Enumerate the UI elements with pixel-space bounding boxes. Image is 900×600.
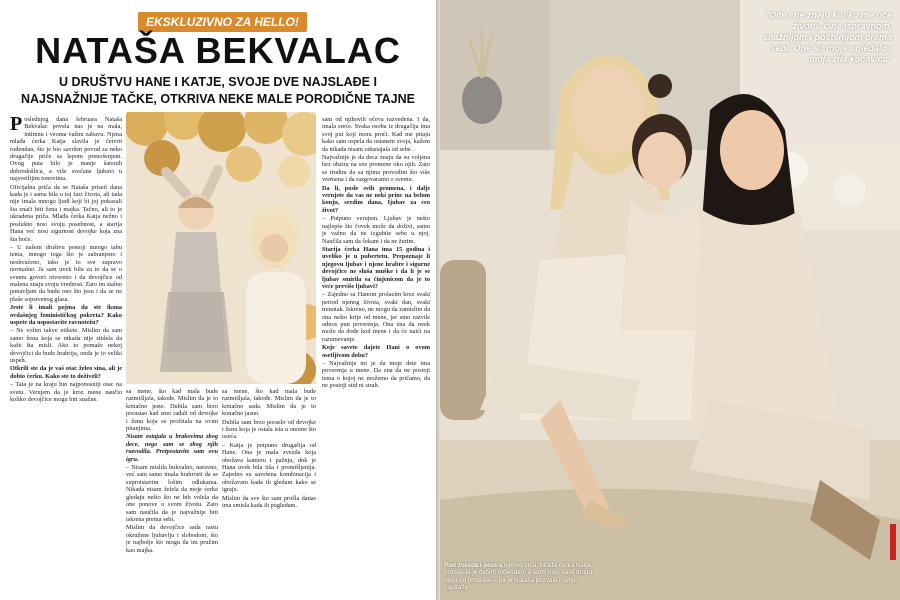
body-paragraph: Poslednjeg dana februara Nataša Bekvalac povela nas je na mala, intimnu i veoma važnu zabavu. Njena mlađa ćerka Katja slavila je četvrti rođendan, što je bio savršen povod za neko drugačije priče sa lepom prenošenjem. Ovog puta bilo je manje šarenih dobrodošlica, a više svečane ljubavi u najsvetlijim tonovima. [10,116,122,183]
body-paragraph: – U našem društvu postoji mnogo tabu tema, mnogo toga što je zabranjeno i neshvaćeno, iako je to sve zapravo normalno. Ja sam uvek bila za to da se o svemu govori otvoreno i da devojčice od malena znaju svoju vrednost. Zato im stalno ponavljam da budu ono što jesu i da se ne plaše sopstvenog glasa. [10,243,122,303]
article-photo-balloons [126,112,316,384]
body-paragraph: – Najvažnije mi je da moje dete ima poverenja u mene. Da zna da ne postoji tema o kojoj ne možemo da pričamo, da ne postoji stid ni strah. [322,360,430,390]
dropcap: P [10,116,23,135]
body-paragraph: – Nisam mislila bukvalno, naravno, već sam samo imala hrabrosti da se suprotstavim lošim odlukama. Nikada nisam želela da moje ćerke gledaju nešto što ne bih volela da one ponove u svom životu. Zato sam naučila da je najvažnije biti iskrena prema sebi. [126,464,218,523]
article-column-3 [222,388,316,594]
deck-line: U DRUŠTVU HANE I KATJE, SVOJE DVE NAJSLAĐE I [59,75,377,89]
family-photo-illustration [440,0,900,600]
body-paragraph: sa mene, što kad mala bude razmišljala, takođe. Mislim da je to konačno sada. Mislim da je to konačno jasno. [222,388,316,418]
kicker-label: EKSKLUZIVNO ZA HELLO! [138,12,307,32]
body-paragraph: sam od njihovih očeva razvedena. I da, imala sreće. Svaka osoba iz drugačija ima svoj put koji mora proći. Kad me pitaju kako sam uspela da ostanem svoja, kažem da nikada nisam odustajala od sebe. [322,116,430,153]
body-paragraph: Mislim da devojčice sada rastu okružene ljubavlju i slobodom, što je najbolje što mogu da im pružim kao majka. [126,524,218,554]
interview-question: Da li, posle svih promena, i dalje verujete da vas ne neki princ na belom konju, sredim dana, Ijubav za ceo život? [322,184,430,214]
body-paragraph: sa mene, što kad mala bude razmišljala, takođe. Mislim da je to konačno jeste. Dubila sam brzo porastao kad smo rađali od devojke i ženu koja se pročitala na ovim pitanjima. [126,388,218,433]
article-column-4 [322,116,430,594]
balloons-photo-illustration [126,112,316,384]
woven-stool [440,260,486,420]
caption-lead: Pod zvezda i sestra [444,561,503,569]
photo-caption [444,562,594,592]
body-paragraph: – Ne volim takve etikete. Mislim da sam samo žena koja se nikada nije stidela da kaže šta misli. Ako to pomaže nekoj devojčici da bude hrabrija, onda je to veliki uspeh. [10,327,122,364]
body-paragraph: – Potpuno verujem. Ljubav je nešto najlepše što čovek može da doživi, samo je važno da ne izgubite sebe u njoj. Naučila sam da čekam i da ne žurim. [322,215,430,245]
body-paragraph: – Zajedno sa Hanom prolazim kroz svaki period njenog života, svaki dan, svaki trenutak. Iskreno, ne mogu da zamislim da ona nešto krije od mene, jer smo razvile odnos pun poverenja. Ona zna da uvek može da dođe kod mene i da će naići na razumevanje. [322,291,430,343]
mother-figure [246,204,306,384]
article-column-2 [126,388,218,594]
deck [8,74,428,108]
deck-line: NAJSNAŽNIJE TAČKE, OTKRIVA NEKE MALE PORODIČNE TAJNE [20,92,415,106]
article-column-1 [10,116,122,594]
pull-quote: Nisam ostajala u brakovima zbog dece, nego sam se zbog njih razvodila. Pretpostavite sam ovu igru. [126,433,218,463]
vase [462,76,502,124]
body-paragraph: Dubila sam brzo poraslo od devojke i ženu koja je ostala ista u onome što oseća. [222,418,316,441]
body-paragraph: – Tata je na kraju bio najponosniji otac na svetu. Verujem da je kroz mene naučio koliko devojčice mogu biti snažne. [10,381,122,404]
headline: NATAŠA BEKVALAC [35,30,401,71]
caption-text: njenog srca. Mlađa ćerka Katja proslavila je četvrti rođendan, a sami nisu našli drugu ideju od proslave – pa je Nataša pozvala i svoje najdraže [444,561,593,592]
body-paragraph: – Katja je potpuno drugačija od Hane. Ona je mala zvezda koja obožava kameru i pažnju, dok je Hana uvek bila tiša i promišljenija. Zajedno su savršena kombinacija i obožavam kada ih gledam kako se igraju. [222,441,316,494]
interview-question: Starija ćerka Hana ima 15 godina i uveliko je u pubertetu. Prepoznaje li njegovu ljubav i njene hrabre i sigurne devojčice ne sluša muške i da li je se ljubav smirila sa činjenicom da je to veće previše ljubavi? [322,245,430,290]
right-page [440,0,900,600]
left-page [0,0,436,600]
body-paragraph: Mislim da sve što sam prošla danas ima smisla kada ih pogledam. [222,494,316,510]
interview-question: Jeste li imali pojma da ste ikona ovdašnjeg feminističkog pokreta? Kako uspete da uspostavite ravnotežu? [10,304,122,326]
page-tab-marker [890,524,896,560]
interview-question: Koje savete dajete Hani o ovom osetljivom dobu? [322,344,430,359]
body-paragraph: Oficijalna priča da se Nataša prisetí dana kada je i sama bila u toj fazi života, ali tada nije imala mnogo ljudi koji bi joj pokazali šta znači biti žena i majka. Tačno, ali to je ukradena priča. Mlađa ćerka Katja nežno i poslušno nosi svoju posebnost, a starija Hana već nosi sigurnost devojke koja zna šta hoće. [10,183,122,243]
interview-question: Otkrili ste da je vaš otac želeo sina, ali je dobio ćerku. Kako ste to doživeli? [10,365,122,380]
body-paragraph: Najvažnije je da deca znaju da su voljena bez obzira na sve promene oko njih. Zato se trudim da sa njima provodim što više vremena i da razgovaramo o svemu. [322,154,430,184]
pull-quote-right: "One i ne znaju koliko me uče životu, čine ispravnom, snažnijom i poštenijom prema sebi. One su moje ogledalo i moja zila kućavica" [762,10,892,64]
